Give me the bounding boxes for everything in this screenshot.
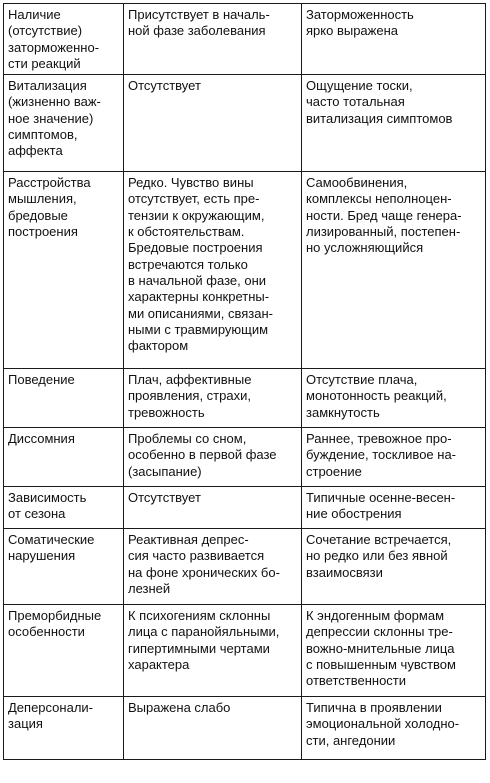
- reactive-depression-cell: Плач, аффективные проявления, страхи, тревожность: [124, 369, 302, 428]
- row-criterion-cell: Расстройства мышления, бредовые построения: [4, 172, 124, 369]
- row-criterion-cell: Витализация (жизненно важ- ное значение) симптомов, аффекта: [4, 75, 124, 172]
- row-criterion-cell: Наличие (отсутствие) заторможенно- сти реакций: [4, 4, 124, 75]
- endogenous-depression-cell: Сочетание встречается, но редко или без явной взаимосвязи: [302, 529, 486, 605]
- table-row: [4, 487, 486, 529]
- endogenous-depression-cell: Типична в проявлении эмоциональной холодно- сти, ангедонии: [302, 697, 486, 760]
- table-row: [4, 75, 486, 172]
- table-row: [4, 529, 486, 605]
- reactive-depression-cell: К психогениям склонны лица с паранойяльными, гипертимными чертами характера: [124, 605, 302, 697]
- table-row: [4, 428, 486, 487]
- row-criterion-cell: Поведение: [4, 369, 124, 428]
- endogenous-depression-cell: Ощущение тоски, часто тотальная витализация симптомов: [302, 75, 486, 172]
- reactive-depression-cell: Выражена слабо: [124, 697, 302, 760]
- endogenous-depression-cell: Раннее, тревожное про- буждение, тоскливое на- строение: [302, 428, 486, 487]
- row-criterion-cell: Преморбидные особенности: [4, 605, 124, 697]
- reactive-depression-cell: Отсутствует: [124, 487, 302, 529]
- row-criterion-cell: Зависимость от сезона: [4, 487, 124, 529]
- reactive-depression-cell: Отсутствует: [124, 75, 302, 172]
- table-row: [4, 369, 486, 428]
- endogenous-depression-cell: Отсутствие плача, монотонность реакций, замкнутость: [302, 369, 486, 428]
- table-row: [4, 4, 486, 75]
- row-criterion-cell: Деперсонали- зация: [4, 697, 124, 760]
- endogenous-depression-cell: Типичные осенне-весен- ние обострения: [302, 487, 486, 529]
- reactive-depression-cell: Присутствует в началь- ной фазе заболевания: [124, 4, 302, 75]
- endogenous-depression-cell: Самообвинения, комплексы неполноцен- ности. Бред чаще генера- лизированный, постепен- но усложняющийся: [302, 172, 486, 369]
- row-criterion-cell: Соматические нарушения: [4, 529, 124, 605]
- table-row: [4, 172, 486, 369]
- table-row: [4, 605, 486, 697]
- endogenous-depression-cell: Заторможенность ярко выражена: [302, 4, 486, 75]
- row-criterion-cell: Диссомния: [4, 428, 124, 487]
- reactive-depression-cell: Редко. Чувство вины отсутствует, есть пре- тензии к окружающим, к обстоятельствам. Бредовые построения встречаются только в начальной фазе, они характерны конкретны- ми описаниями, связан- ными с травмирующим фактором: [124, 172, 302, 369]
- reactive-depression-cell: Проблемы со сном, особенно в первой фазе (засыпание): [124, 428, 302, 487]
- endogenous-depression-cell: К эндогенным формам депрессии склонны тре- вожно-мнительные лица с повышенным чувством ответственности: [302, 605, 486, 697]
- table-row: [4, 697, 486, 760]
- reactive-depression-cell: Реактивная депрес- сия часто развивается на фоне хронических бо- лезней: [124, 529, 302, 605]
- comparison-table: [3, 3, 486, 760]
